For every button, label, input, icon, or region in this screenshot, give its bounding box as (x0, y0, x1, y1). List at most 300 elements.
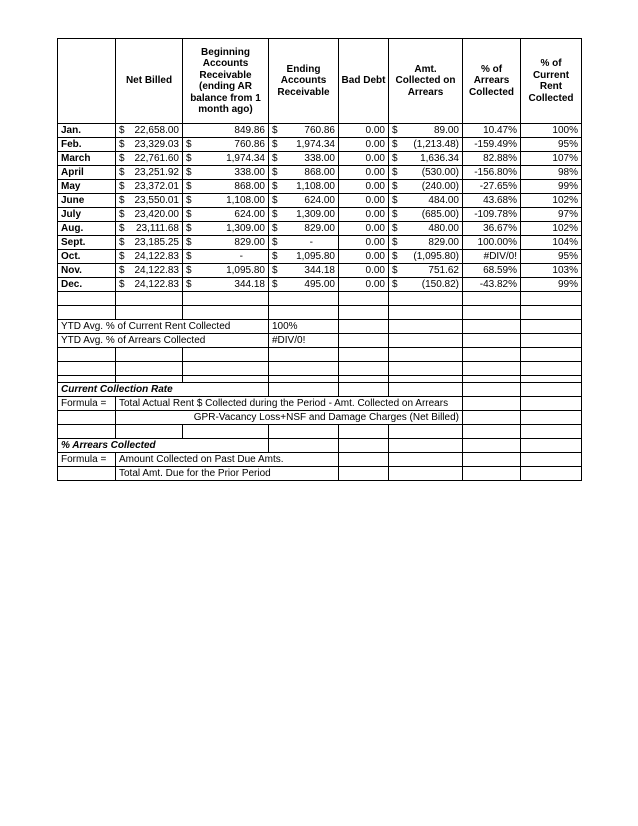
accounting-value (119, 265, 179, 277)
cell-ending-ar (269, 222, 339, 236)
accounting-value (342, 209, 385, 221)
empty-cell (389, 320, 463, 334)
currency-symbol: $ (119, 208, 125, 220)
accounting-value (119, 153, 179, 165)
currency-symbol: $ (119, 124, 125, 136)
cell-pct-arrears-collected (463, 180, 521, 194)
empty-cell (339, 320, 389, 334)
cell-value: 760.86 (304, 124, 335, 136)
cell-value: 1,095.80 (226, 264, 265, 276)
cell-value: 22,658.00 (134, 124, 179, 136)
empty-cell (521, 306, 582, 320)
currency-symbol: $ (119, 236, 125, 248)
cell-value: 624.00 (304, 194, 335, 206)
cell-value: #DIV/0! (483, 250, 517, 262)
empty-cell (389, 467, 463, 481)
currency-symbol: $ (119, 180, 125, 192)
section-title-row (58, 383, 582, 397)
cell-month: Dec. (58, 278, 116, 292)
empty-cell (269, 439, 339, 453)
cell-net-billed (116, 152, 183, 166)
empty-cell (463, 362, 521, 376)
currency-symbol: $ (392, 250, 398, 262)
accounting-value (392, 237, 459, 249)
cell-pct-arrears-collected (463, 278, 521, 292)
cell-pct-arrears-collected (463, 152, 521, 166)
empty-cell (183, 348, 269, 362)
accounting-value (119, 279, 179, 291)
accounting-value (392, 125, 459, 137)
accounting-value (524, 279, 578, 291)
empty-cell (269, 348, 339, 362)
cell-net-billed (116, 138, 183, 152)
section-title-row (58, 439, 582, 453)
cell-pct-arrears-collected (463, 250, 521, 264)
accounting-value (186, 153, 265, 165)
month-row (58, 166, 582, 180)
cell-value: 1,636.34 (420, 152, 459, 164)
accounting-value (272, 139, 335, 151)
cell-ending-ar (269, 278, 339, 292)
empty-cell (339, 348, 389, 362)
accounting-value (119, 181, 179, 193)
cell-value: 1,108.00 (226, 194, 265, 206)
cell-pct-current-rent (521, 152, 582, 166)
cell-pct-current-rent (521, 250, 582, 264)
cell-beginning-ar (183, 236, 269, 250)
accounting-value (119, 195, 179, 207)
empty-cell (521, 425, 582, 439)
cell-value: -43.82% (479, 278, 517, 290)
cell-value: -27.65% (479, 180, 517, 192)
accounting-value (272, 153, 335, 165)
section-title: Current Collection Rate (58, 383, 269, 397)
cell-pct-arrears-collected (463, 166, 521, 180)
empty-cell (58, 362, 116, 376)
empty-cell (389, 425, 463, 439)
accounting-value (186, 139, 265, 151)
cell-pct-current-rent (521, 124, 582, 138)
cell-value: 99% (557, 180, 578, 192)
empty-cell (463, 334, 521, 348)
currency-symbol: $ (392, 236, 398, 248)
empty-cell (339, 362, 389, 376)
blank-row (58, 376, 582, 383)
cell-value: 43.68% (483, 194, 517, 206)
cell-value: - (309, 236, 313, 248)
currency-symbol: $ (119, 166, 125, 178)
accounting-value (119, 223, 179, 235)
cell-value: - (239, 250, 243, 262)
cell-value: 0.00 (365, 222, 385, 234)
month-row (58, 222, 582, 236)
empty-cell (521, 383, 582, 397)
cell-amt-collected-arrears (389, 166, 463, 180)
cell-value: 849.86 (234, 124, 265, 136)
empty-cell (339, 292, 389, 306)
blank-row (58, 306, 582, 320)
cell-month: May (58, 180, 116, 194)
currency-symbol: $ (392, 124, 398, 136)
cell-value: 107% (552, 152, 578, 164)
cell-beginning-ar (183, 180, 269, 194)
formula-row (58, 411, 582, 425)
cell-beginning-ar (183, 278, 269, 292)
cell-beginning-ar (183, 194, 269, 208)
cell-beginning-ar (183, 166, 269, 180)
month-row (58, 236, 582, 250)
cell-net-billed (116, 180, 183, 194)
cell-value: (685.00) (421, 208, 459, 220)
cell-amt-collected-arrears (389, 208, 463, 222)
currency-symbol: $ (186, 208, 192, 220)
currency-symbol: $ (119, 152, 125, 164)
currency-symbol: $ (186, 222, 192, 234)
formula-label: Formula = (58, 453, 116, 467)
cell-value: (1,095.80) (413, 250, 459, 262)
empty-cell (269, 362, 339, 376)
currency-symbol: $ (186, 250, 192, 262)
currency-symbol: $ (119, 264, 125, 276)
cell-amt-collected-arrears (389, 138, 463, 152)
accounting-value (466, 139, 517, 151)
accounting-value (186, 209, 265, 221)
column-header: % of Arrears Collected (463, 39, 521, 124)
cell-amt-collected-arrears (389, 180, 463, 194)
currency-symbol: $ (119, 250, 125, 262)
cell-value: 98% (557, 166, 578, 178)
column-header: Beginning Accounts Receivable (ending AR balance from 1 month ago) (183, 39, 269, 124)
cell-ending-ar (269, 264, 339, 278)
cell-beginning-ar (183, 124, 269, 138)
column-header (58, 39, 116, 124)
cell-ending-ar (269, 236, 339, 250)
cell-value: 829.00 (428, 236, 459, 248)
currency-symbol: $ (272, 278, 278, 290)
cell-value: 36.67% (483, 222, 517, 234)
cell-bad-debt (339, 152, 389, 166)
rent-collections-table (57, 38, 582, 481)
accounting-value (392, 251, 459, 263)
cell-beginning-ar (183, 250, 269, 264)
accounting-value (466, 223, 517, 235)
accounting-value (466, 237, 517, 249)
cell-value: 23,372.01 (134, 180, 179, 192)
cell-value: 1,309.00 (296, 208, 335, 220)
month-row (58, 124, 582, 138)
cell-net-billed (116, 236, 183, 250)
accounting-value (342, 167, 385, 179)
accounting-value (186, 265, 265, 277)
empty-cell (463, 467, 521, 481)
currency-symbol: $ (272, 138, 278, 150)
cell-pct-arrears-collected (463, 222, 521, 236)
cell-pct-arrears-collected (463, 236, 521, 250)
accounting-value (524, 125, 578, 137)
cell-month: Oct. (58, 250, 116, 264)
cell-value: 0.00 (365, 166, 385, 178)
cell-value: 1,309.00 (226, 222, 265, 234)
empty-cell (339, 306, 389, 320)
section-title: % Arrears Collected (58, 439, 269, 453)
cell-value: 829.00 (234, 236, 265, 248)
accounting-value (466, 125, 517, 137)
accounting-value (524, 195, 578, 207)
cell-bad-debt (339, 208, 389, 222)
empty-cell (389, 292, 463, 306)
cell-pct-arrears-collected (463, 194, 521, 208)
empty-cell (521, 320, 582, 334)
ytd-value: 100% (269, 320, 339, 334)
accounting-value (392, 195, 459, 207)
accounting-value (119, 237, 179, 249)
cell-net-billed (116, 250, 183, 264)
empty-cell (521, 292, 582, 306)
cell-amt-collected-arrears (389, 124, 463, 138)
accounting-value (186, 195, 265, 207)
accounting-value (342, 265, 385, 277)
empty-cell (269, 292, 339, 306)
formula-label (58, 467, 116, 481)
cell-bad-debt (339, 138, 389, 152)
accounting-value (272, 279, 335, 291)
cell-value: 344.18 (234, 278, 265, 290)
cell-pct-current-rent (521, 180, 582, 194)
formula-row (58, 453, 582, 467)
cell-value: 102% (552, 222, 578, 234)
empty-cell (116, 306, 183, 320)
currency-symbol: $ (272, 180, 278, 192)
cell-month: Feb. (58, 138, 116, 152)
empty-cell (521, 439, 582, 453)
cell-beginning-ar (183, 222, 269, 236)
cell-pct-arrears-collected (463, 264, 521, 278)
currency-symbol: $ (272, 208, 278, 220)
empty-cell (58, 425, 116, 439)
empty-cell (521, 453, 582, 467)
empty-cell (389, 348, 463, 362)
accounting-value (466, 251, 517, 263)
cell-amt-collected-arrears (389, 194, 463, 208)
cell-value: 0.00 (365, 138, 385, 150)
accounting-value (119, 139, 179, 151)
cell-ending-ar (269, 166, 339, 180)
currency-symbol: $ (272, 264, 278, 276)
currency-symbol: $ (119, 194, 125, 206)
cell-beginning-ar (183, 264, 269, 278)
empty-cell (183, 292, 269, 306)
cell-beginning-ar (183, 152, 269, 166)
cell-value: 23,550.01 (134, 194, 179, 206)
cell-value: (1,213.48) (413, 138, 459, 150)
month-row (58, 180, 582, 194)
empty-cell (389, 453, 463, 467)
currency-symbol: $ (272, 222, 278, 234)
cell-net-billed (116, 194, 183, 208)
empty-cell (521, 397, 582, 411)
blank-row (58, 348, 582, 362)
accounting-value (392, 153, 459, 165)
cell-month: July (58, 208, 116, 222)
cell-pct-current-rent (521, 222, 582, 236)
cell-amt-collected-arrears (389, 250, 463, 264)
blank-row (58, 292, 582, 306)
formula-text: Total Amt. Due for the Prior Period (116, 467, 339, 481)
empty-cell (389, 306, 463, 320)
table-header (58, 39, 582, 124)
empty-cell (521, 411, 582, 425)
accounting-value (272, 167, 335, 179)
currency-symbol: $ (119, 222, 125, 234)
spreadsheet (57, 38, 582, 481)
currency-symbol: $ (272, 236, 278, 248)
accounting-value (392, 223, 459, 235)
accounting-value (186, 251, 265, 263)
cell-amt-collected-arrears (389, 222, 463, 236)
accounting-value (342, 237, 385, 249)
cell-value: 104% (552, 236, 578, 248)
cell-value: 0.00 (365, 152, 385, 164)
cell-amt-collected-arrears (389, 264, 463, 278)
cell-value: -156.80% (474, 166, 517, 178)
cell-value: 68.59% (483, 264, 517, 276)
accounting-value (466, 153, 517, 165)
accounting-value (186, 223, 265, 235)
cell-pct-current-rent (521, 138, 582, 152)
currency-symbol: $ (392, 180, 398, 192)
cell-bad-debt (339, 236, 389, 250)
cell-value: 760.86 (234, 138, 265, 150)
currency-symbol: $ (272, 194, 278, 206)
empty-cell (463, 453, 521, 467)
empty-cell (339, 439, 389, 453)
empty-cell (389, 334, 463, 348)
accounting-value (272, 125, 335, 137)
currency-symbol: $ (272, 152, 278, 164)
cell-value: 829.00 (304, 222, 335, 234)
formula-text: Amount Collected on Past Due Amts. (116, 453, 339, 467)
month-row (58, 208, 582, 222)
cell-pct-current-rent (521, 278, 582, 292)
accounting-value (466, 181, 517, 193)
empty-cell (269, 425, 339, 439)
empty-cell (521, 467, 582, 481)
cell-value: 24,122.83 (134, 264, 179, 276)
empty-cell (339, 453, 389, 467)
accounting-value (272, 209, 335, 221)
cell-net-billed (116, 124, 183, 138)
accounting-value (186, 167, 265, 179)
cell-bad-debt (339, 222, 389, 236)
accounting-value (119, 251, 179, 263)
accounting-value (524, 209, 578, 221)
accounting-value (342, 251, 385, 263)
accounting-value (524, 237, 578, 249)
currency-symbol: $ (392, 166, 398, 178)
cell-pct-current-rent (521, 166, 582, 180)
accounting-value (524, 251, 578, 263)
accounting-value (272, 237, 335, 249)
currency-symbol: $ (272, 124, 278, 136)
empty-cell (521, 348, 582, 362)
cell-month: Sept. (58, 236, 116, 250)
cell-ending-ar (269, 138, 339, 152)
accounting-value (466, 195, 517, 207)
ytd-value: #DIV/0! (269, 334, 339, 348)
cell-value: 0.00 (365, 278, 385, 290)
ytd-summary-row (58, 334, 582, 348)
accounting-value (392, 181, 459, 193)
cell-value: 868.00 (234, 180, 265, 192)
blank-row (58, 362, 582, 376)
cell-value: 22,761.60 (134, 152, 179, 164)
empty-cell (463, 439, 521, 453)
empty-cell (463, 320, 521, 334)
formula-label: Formula = (58, 397, 116, 411)
currency-symbol: $ (186, 152, 192, 164)
cell-value: (530.00) (421, 166, 459, 178)
cell-value: 1,108.00 (296, 180, 335, 192)
accounting-value (524, 153, 578, 165)
accounting-value (119, 209, 179, 221)
cell-net-billed (116, 278, 183, 292)
currency-symbol: $ (186, 138, 192, 150)
empty-cell (183, 425, 269, 439)
accounting-value (119, 125, 179, 137)
cell-beginning-ar (183, 138, 269, 152)
cell-value: 1,974.34 (226, 152, 265, 164)
month-row (58, 194, 582, 208)
currency-symbol: $ (272, 166, 278, 178)
cell-value: 10.47% (483, 124, 517, 136)
accounting-value (466, 167, 517, 179)
empty-cell (521, 376, 582, 383)
cell-net-billed (116, 264, 183, 278)
month-row (58, 152, 582, 166)
cell-value: 480.00 (428, 222, 459, 234)
table-body (58, 124, 582, 481)
empty-cell (116, 425, 183, 439)
ytd-summary-row (58, 320, 582, 334)
cell-value: 24,122.83 (134, 278, 179, 290)
cell-value: 102% (552, 194, 578, 206)
cell-value: 23,251.92 (134, 166, 179, 178)
column-header: Ending Accounts Receivable (269, 39, 339, 124)
cell-value: (240.00) (421, 180, 459, 192)
cell-ending-ar (269, 250, 339, 264)
cell-month: Nov. (58, 264, 116, 278)
empty-cell (463, 348, 521, 362)
currency-symbol: $ (392, 208, 398, 220)
accounting-value (392, 209, 459, 221)
empty-cell (58, 306, 116, 320)
cell-month: Aug. (58, 222, 116, 236)
accounting-value (186, 237, 265, 249)
currency-symbol: $ (272, 250, 278, 262)
accounting-value (272, 195, 335, 207)
cell-bad-debt (339, 166, 389, 180)
column-header: % of Current Rent Collected (521, 39, 582, 124)
cell-pct-current-rent (521, 264, 582, 278)
currency-symbol: $ (392, 194, 398, 206)
cell-pct-arrears-collected (463, 138, 521, 152)
empty-cell (463, 376, 521, 383)
empty-cell (116, 362, 183, 376)
cell-value: 0.00 (365, 180, 385, 192)
cell-bad-debt (339, 180, 389, 194)
column-header: Bad Debt (339, 39, 389, 124)
empty-cell (183, 362, 269, 376)
